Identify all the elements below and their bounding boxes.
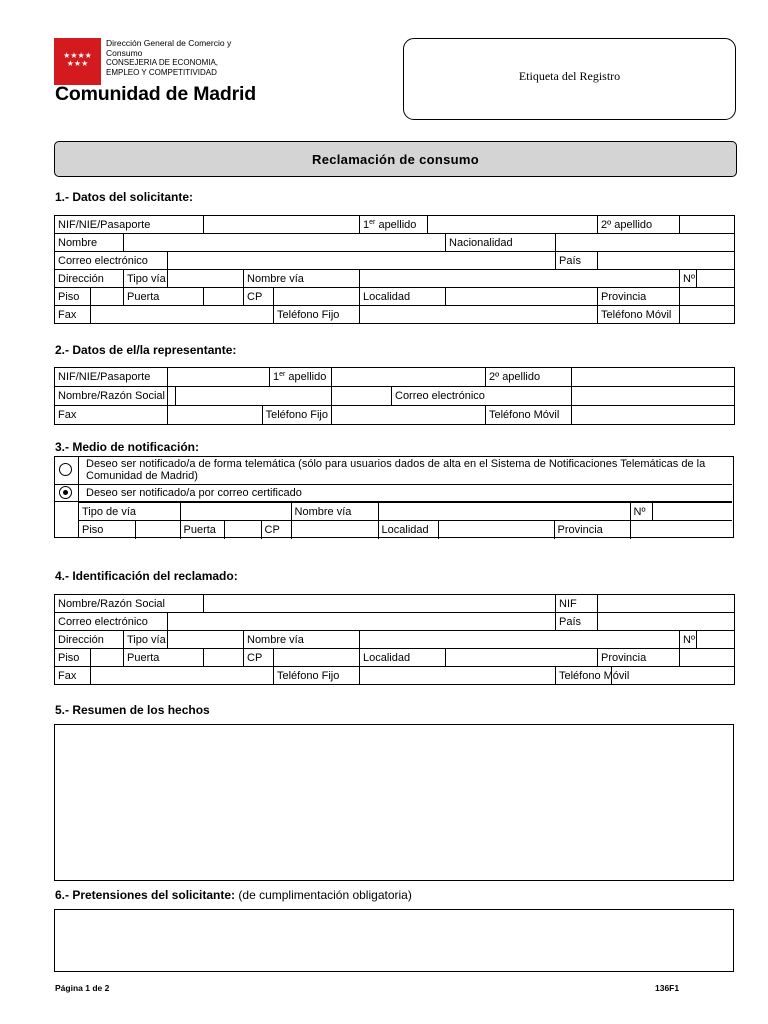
rec-tel-movil-label: Teléfono Móvil — [556, 667, 612, 685]
comunidad-madrid-flag — [54, 38, 101, 85]
apellido1-label: 1er apellido — [360, 216, 428, 234]
section-5-heading: 5.- Resumen de los hechos — [55, 703, 210, 717]
rec-localidad-label: Localidad — [360, 649, 446, 667]
rec-pais-field[interactable] — [598, 613, 735, 631]
rec-cp-label: CP — [244, 649, 274, 667]
notification-address-table — [79, 502, 732, 539]
rec-tipo-via-field[interactable] — [168, 631, 244, 649]
applicant-table — [54, 215, 735, 324]
direccion-label: Dirección — [55, 270, 124, 288]
numero-field[interactable] — [697, 270, 735, 288]
rec-nif-field[interactable] — [598, 595, 735, 613]
fax-field[interactable] — [91, 306, 274, 324]
apellido2-field[interactable] — [680, 216, 735, 234]
rec-numero-label: Nº — [680, 631, 697, 649]
correo-field[interactable] — [168, 252, 556, 270]
rep-nombre-field[interactable] — [168, 387, 332, 406]
tel-fijo-label: Teléfono Fijo — [274, 306, 360, 324]
rec-tel-fijo-field[interactable] — [360, 667, 556, 685]
nacionalidad-field[interactable] — [556, 234, 735, 252]
tipo-via-label: Tipo vía — [124, 270, 168, 288]
option-2-text: Deseo ser notificado/a por correo certificado — [86, 487, 302, 499]
notif-puerta-label: Puerta — [180, 521, 224, 539]
section-4-heading: 4.- Identificación del reclamado: — [55, 569, 238, 583]
rec-nombre-label: Nombre/Razón Social — [55, 595, 204, 613]
notification-option-1[interactable] — [55, 457, 732, 485]
rep-apellido1-label: 1er apellido — [270, 368, 332, 387]
registry-label-box — [403, 38, 736, 120]
org-line-3: EMPLEO Y COMPETITIVIDAD — [106, 68, 217, 77]
section-3-heading: 3.- Medio de notificación: — [55, 440, 200, 454]
rep-nif-label: NIF/NIE/Pasaporte — [55, 368, 168, 387]
notification-box — [54, 456, 734, 538]
tel-fijo-field[interactable] — [360, 306, 598, 324]
provincia-label: Provincia — [598, 288, 680, 306]
rec-tipo-via-label: Tipo vía — [124, 631, 168, 649]
notif-provincia-field[interactable] — [630, 521, 732, 539]
tel-movil-field[interactable] — [680, 306, 735, 324]
org-name: Comunidad de Madrid — [55, 83, 256, 105]
nombre-via-field[interactable] — [360, 270, 680, 288]
organization-block — [106, 38, 256, 78]
nif-field[interactable] — [204, 216, 360, 234]
notif-nombre-via-label: Nombre vía — [291, 503, 378, 521]
radio-correo-certificado-icon[interactable] — [59, 486, 72, 499]
rep-fax-label: Fax — [55, 406, 168, 425]
option-1-text: Deseo ser notificado/a de forma telemática (sólo para usuarios dados de alta en el Sistema de Notificaciones Telemáticas de la Comunidad de Madrid) — [86, 458, 706, 482]
localidad-field[interactable] — [446, 288, 598, 306]
rec-puerta-field[interactable] — [204, 649, 244, 667]
rec-fax-label: Fax — [55, 667, 91, 685]
form-code: 136F1 — [655, 983, 680, 993]
fax-label: Fax — [55, 306, 91, 324]
tipo-via-field[interactable] — [168, 270, 244, 288]
section-2-heading: 2.- Datos de el/la representante: — [55, 343, 237, 357]
radio-telematica-icon[interactable] — [59, 463, 72, 476]
nif-label: NIF/NIE/Pasaporte — [55, 216, 204, 234]
facts-summary-textarea[interactable] — [54, 724, 734, 881]
rec-puerta-label: Puerta — [124, 649, 204, 667]
pais-label: País — [556, 252, 598, 270]
nombre-field[interactable] — [124, 234, 446, 252]
rec-correo-label: Correo electrónico — [55, 613, 168, 631]
rec-tel-movil-field[interactable] — [612, 667, 735, 685]
notif-tipo-via-label: Tipo de vía — [79, 503, 180, 521]
notif-tipo-via-field[interactable] — [180, 503, 291, 521]
rec-cp-field[interactable] — [274, 649, 360, 667]
registry-label: Etiqueta del Registro — [518, 69, 621, 83]
rep-tel-movil-field[interactable] — [572, 406, 735, 425]
cp-label: CP — [244, 288, 274, 306]
section-6-heading — [55, 888, 412, 902]
rep-tel-fijo-field[interactable] — [332, 406, 572, 425]
rec-provincia-label: Provincia — [598, 649, 680, 667]
nombre-via-label: Nombre vía — [244, 270, 360, 288]
representative-table — [54, 367, 735, 425]
notif-puerta-field[interactable] — [224, 521, 261, 539]
notif-cp-field[interactable] — [291, 521, 378, 539]
rep-fax-field[interactable] — [168, 406, 332, 425]
rec-nombre-via-field[interactable] — [360, 631, 680, 649]
page-number: Página 1 de 2 — [55, 983, 110, 993]
rec-direccion-label: Dirección — [55, 631, 124, 649]
rec-nombre-field[interactable] — [204, 595, 556, 613]
piso-field[interactable] — [91, 288, 124, 306]
rep-apellido2-field[interactable] — [572, 368, 735, 387]
rep-correo-label: Correo electrónico — [395, 390, 485, 402]
rec-pais-label: País — [556, 613, 598, 631]
rec-nif-label: NIF — [556, 595, 598, 613]
rec-numero-field[interactable] — [697, 631, 735, 649]
rep-nif-field[interactable] — [168, 368, 270, 387]
rep-nombre-field-ext[interactable] — [332, 387, 572, 406]
tel-movil-label: Teléfono Móvil — [598, 306, 680, 324]
rec-tel-fijo-label: Teléfono Fijo — [274, 667, 360, 685]
flag-stars-icon: ★★★★ ★★★ — [63, 51, 92, 68]
puerta-field[interactable] — [204, 288, 244, 306]
notif-localidad-label: Localidad — [378, 521, 438, 539]
claims-textarea[interactable] — [54, 909, 734, 972]
nombre-label: Nombre — [55, 234, 124, 252]
cp-field[interactable] — [274, 288, 360, 306]
pais-field[interactable] — [598, 252, 735, 270]
correo-label: Correo electrónico — [55, 252, 168, 270]
rec-piso-field[interactable] — [91, 649, 124, 667]
section-6-note: (de cumplimentación obligatoria) — [238, 888, 412, 902]
section-6-title: 6.- Pretensiones del solicitante: — [55, 888, 236, 902]
rec-fax-field[interactable] — [91, 667, 274, 685]
provincia-field[interactable] — [680, 288, 735, 306]
notif-provincia-label: Provincia — [554, 521, 630, 539]
numero-label: Nº — [680, 270, 697, 288]
org-line-1: Dirección General de Comercio y Consumo — [106, 38, 232, 58]
rep-apellido1-field[interactable] — [332, 368, 572, 387]
notification-option-2[interactable] — [55, 485, 732, 502]
rep-apellido2-label: 2º apellido — [489, 371, 541, 383]
claimed-party-table — [54, 594, 735, 685]
notif-nombre-via-field[interactable] — [378, 503, 630, 521]
puerta-label: Puerta — [124, 288, 204, 306]
org-line-2: CONSEJERIA DE ECONOMIA, — [106, 58, 219, 67]
nacionalidad-label: Nacionalidad — [446, 234, 556, 252]
notif-localidad-field[interactable] — [438, 521, 554, 539]
notif-numero-label: Nº — [630, 503, 652, 521]
rec-nombre-via-label: Nombre vía — [244, 631, 360, 649]
apellido1-field[interactable] — [428, 216, 598, 234]
apellido2-label: 2º apellido — [598, 216, 680, 234]
notif-numero-field[interactable] — [652, 503, 732, 521]
rec-provincia-field[interactable] — [680, 649, 735, 667]
notif-cp-label: CP — [261, 521, 291, 539]
rep-correo-field[interactable] — [572, 387, 735, 406]
rep-nombre-label: Nombre/Razón Social — [55, 387, 168, 406]
rec-piso-label: Piso — [55, 649, 91, 667]
notif-piso-field[interactable] — [135, 521, 180, 539]
form-title: Reclamación de consumo — [54, 141, 737, 177]
notif-piso-label: Piso — [79, 521, 135, 539]
rec-localidad-field[interactable] — [446, 649, 598, 667]
rec-correo-field[interactable] — [168, 613, 556, 631]
piso-label: Piso — [55, 288, 91, 306]
rep-tel-movil-label: Teléfono Móvil — [489, 409, 560, 421]
rep-tel-fijo-label: Teléfono Fijo — [265, 409, 328, 421]
localidad-label: Localidad — [360, 288, 446, 306]
section-1-heading: 1.- Datos del solicitante: — [55, 190, 194, 204]
